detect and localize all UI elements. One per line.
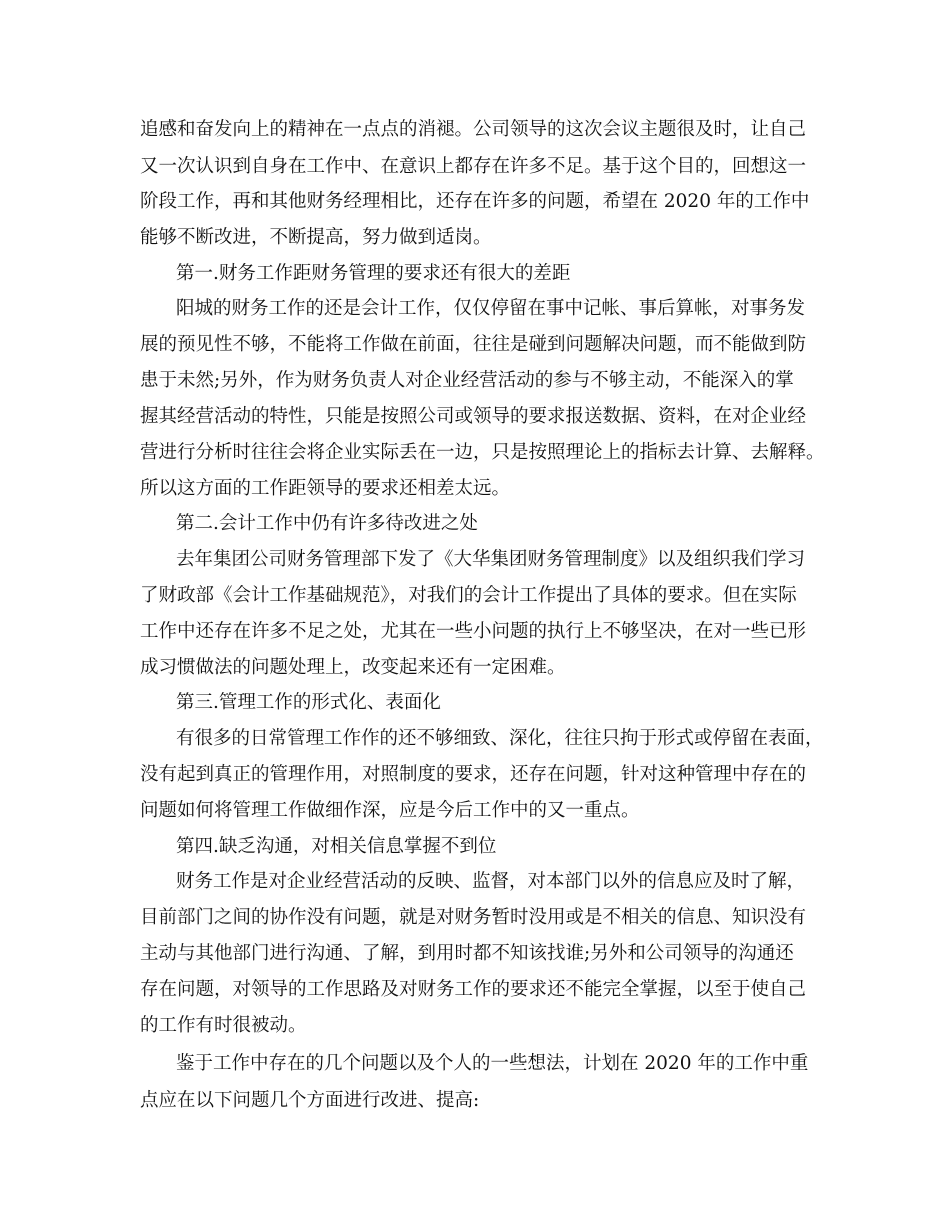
text-line: 所以这方面的工作距领导的要求还相差太远。	[140, 478, 511, 499]
text-line: 工作中还存在许多不足之处，尤其在一些小问题的执行上不够坚决，在对一些已形	[140, 621, 807, 642]
text-line: 有很多的日常管理工作作的还不够细致、深化，往往只拘于形式或停留在表面，	[176, 728, 824, 749]
text-line: 又一次认识到自身在工作中、在意识上都存在许多不足。基于这个目的，回想这一	[140, 156, 807, 177]
section-heading: 第一.财务工作距财务管理的要求还有很大的差距	[176, 263, 571, 284]
text-line: 患于未然;另外，作为财务负责人对企业经营活动的参与不够主动，不能深入的掌	[140, 370, 794, 391]
text-line: 阶段工作，再和其他财务经理相比，还存在许多的问题，希望在 2020 年的工作中	[140, 191, 810, 212]
text-line: 能够不断改进，不断提高，努力做到适岗。	[140, 227, 492, 248]
text-line: 展的预见性不够，不能将工作做在前面，往往是碰到问题解决问题，而不能做到防	[140, 334, 807, 355]
text-line: 点应在以下问题几个方面进行改进、提高:	[140, 1090, 480, 1111]
text-line: 去年集团公司财务管理部下发了《大华集团财务管理制度》以及组织我们学习	[176, 549, 806, 570]
text-line: 成习惯做法的问题处理上，改变起来还有一定困难。	[140, 657, 566, 678]
text-line: 目前部门之间的协作没有问题，就是对财务暂时没用或是不相关的信息、知识没有	[140, 907, 807, 928]
text-line: 了财政部《会计工作基础规范》，对我们的会计工作提出了具体的要求。但在实际	[140, 585, 797, 606]
text-line: 鉴于工作中存在的几个问题以及个人的一些想法，计划在 2020 年的工作中重	[176, 1053, 809, 1074]
text-line: 阳城的财务工作的还是会计工作，仅仅停留在事中记帐、事后算帐，对事务发	[176, 298, 806, 319]
text-line: 主动与其他部门进行沟通、了解，到用时都不知该找谁;另外和公司领导的沟通还	[140, 943, 794, 964]
text-line: 存在问题，对领导的工作思路及对财务工作的要求还不能完全掌握，以至于使自己	[140, 979, 807, 1000]
section-heading: 第二.会计工作中仍有许多待改进之处	[176, 513, 478, 534]
text-line: 问题如何将管理工作做细作深，应是今后工作中的又一重点。	[140, 800, 640, 821]
text-line: 财务工作是对企业经营活动的反映、监督，对本部门以外的信息应及时了解，	[176, 871, 806, 892]
section-heading: 第四.缺乏沟通，对相关信息掌握不到位	[176, 836, 497, 857]
text-line: 营进行分析时往往会将企业实际丢在一边，只是按照理论上的指标去计算、去解释。	[140, 442, 825, 463]
text-line: 追感和奋发向上的精神在一点点的消褪。公司领导的这次会议主题很及时，让自己	[140, 119, 807, 140]
section-heading: 第三.管理工作的形式化、表面化	[176, 692, 441, 713]
text-line: 握其经营活动的特性，只能是按照公司或领导的要求报送数据、资料，在对企业经	[140, 406, 807, 427]
text-line: 没有起到真正的管理作用，对照制度的要求，还存在问题，针对这种管理中存在的	[140, 764, 807, 785]
text-line: 的工作有时很被动。	[140, 1015, 307, 1036]
